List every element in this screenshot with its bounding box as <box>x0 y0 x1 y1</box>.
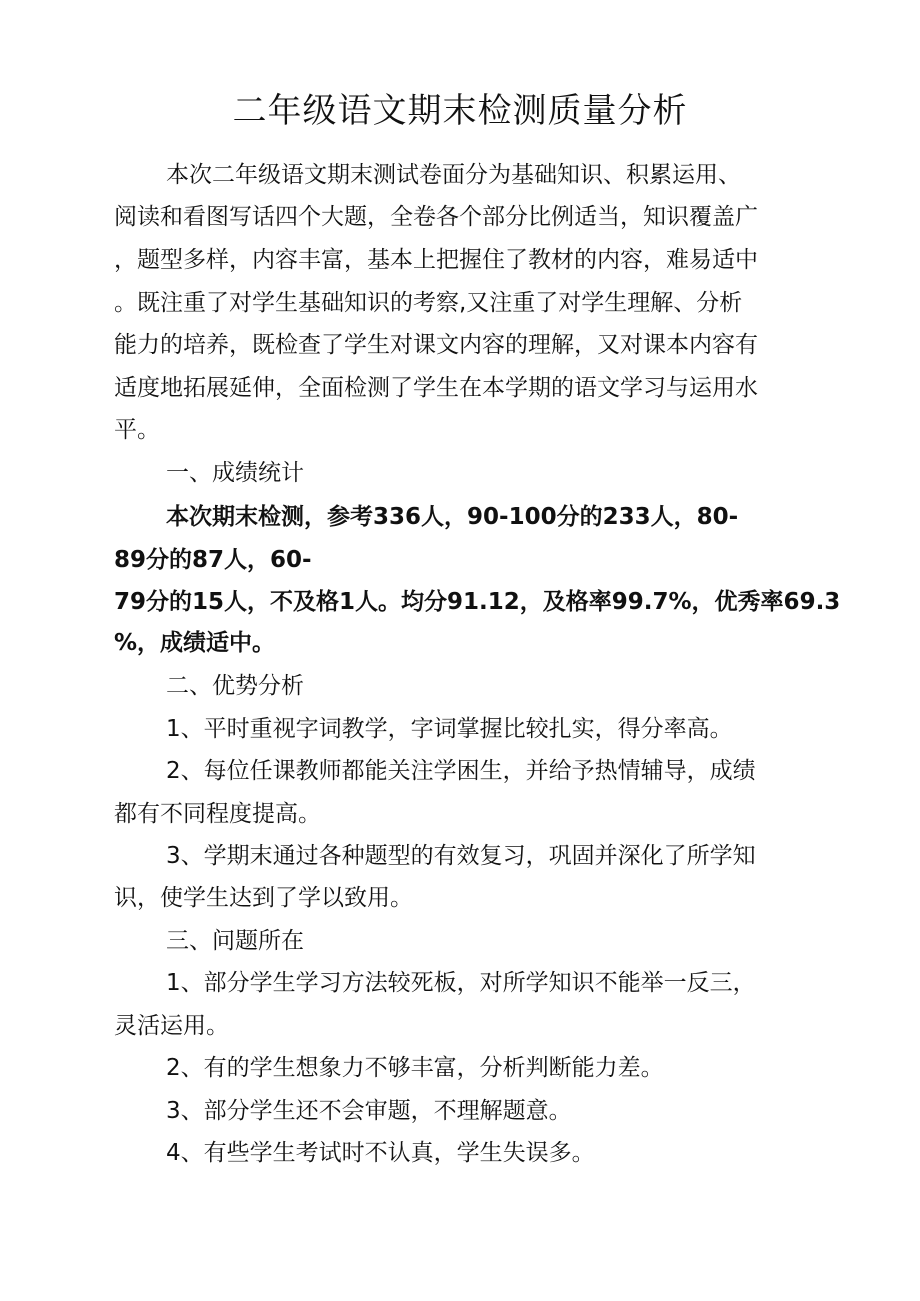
text-line: ，题型多样，内容丰富，基本上把握住了教材的内容，难易适中 <box>114 247 758 273</box>
text-line: 2、每位任课教师都能关注学困生，并给予热情辅导，成绩 <box>166 758 756 784</box>
document-title: 二年级语文期末检测质量分析 <box>232 91 688 131</box>
text-line: 3、学期末通过各种题型的有效复习，巩固并深化了所学知 <box>166 843 756 869</box>
text-line: 本次二年级语文期末测试卷面分为基础知识、积累运用、 <box>166 162 741 188</box>
section-heading-stats: 一、成绩统计 <box>166 460 304 486</box>
text-line: 适度地拓展延伸，全面检测了学生在本学期的语文学习与运用水 <box>114 375 758 401</box>
problem-item-2: 2、有的学生想象力不够丰富，分析判断能力差。 <box>166 1055 664 1081</box>
text-line: 1、平时重视字词教学，字词掌握比较扎实，得分率高。 <box>166 716 733 742</box>
stats-line: 89分的87人，60- <box>114 547 312 573</box>
section-heading-strengths: 二、优势分析 <box>166 673 304 699</box>
stats-line: %，成绩适中。 <box>114 630 276 656</box>
problem-item-3: 3、部分学生还不会审题，不理解题意。 <box>166 1098 572 1124</box>
text-line: 平。 <box>114 417 160 443</box>
problem-item-4: 4、有些学生考试时不认真，学生失误多。 <box>166 1140 595 1166</box>
text-line: 1、部分学生学习方法较死板，对所学知识不能举一反三， <box>166 970 756 996</box>
section-heading-problems: 三、问题所在 <box>166 928 304 954</box>
text-line: 能力的培养，既检查了学生对课文内容的理解，又对课本内容有 <box>114 332 758 358</box>
text-line: 灵活运用。 <box>114 1013 229 1039</box>
text-line: 。既注重了对学生基础知识的考察,又注重了对学生理解、分析 <box>114 290 743 316</box>
stats-line: 本次期末检测，参考336人，90-100分的233人，80- <box>166 504 739 530</box>
text-line: 阅读和看图写话四个大题，全卷各个部分比例适当，知识覆盖广 <box>114 204 758 230</box>
text-line: 都有不同程度提高。 <box>114 801 321 827</box>
text-line: 识，使学生达到了学以致用。 <box>114 885 413 911</box>
stats-line: 79分的15人，不及格1人。均分91.12，及格率99.7%，优秀率69.3 <box>114 589 841 615</box>
